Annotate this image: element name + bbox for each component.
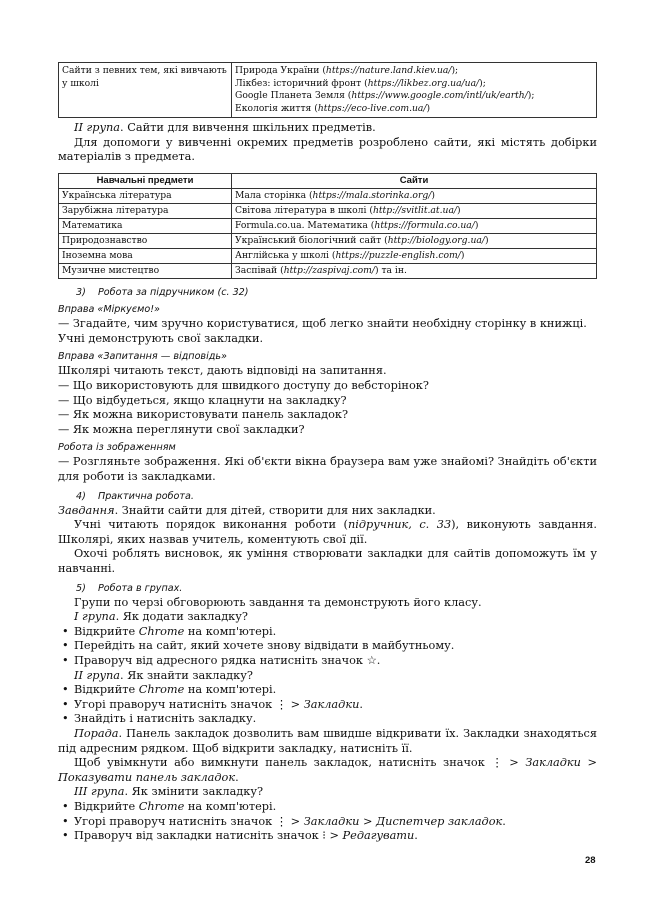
list-item: • Відкрийте Chrome на комп'ютері.: [58, 683, 597, 698]
table-row: [59, 219, 597, 234]
exercise-1-title: Вправа «Міркуємо!»: [58, 304, 160, 316]
list-item: • Відкрийте Chrome на комп'ютері.: [58, 625, 597, 640]
table-row: [59, 249, 597, 264]
list-item: • Праворуч від закладки натисніть значок ⁝ > Редагувати.: [58, 829, 597, 844]
exercise-3-title: Робота із зображенням: [58, 442, 176, 454]
site-cell: Мала сторінка (https://mala.storinka.org/): [232, 189, 597, 204]
exercise-1-line: Учні демонструють свої закладки.: [58, 331, 264, 345]
tip-paragraph: Порада. Панель закладок дозволить вам швидше відкривати їх. Закладки знаходяться під адресним рядком. Щоб відкрити закладку, натисніть її.: [58, 726, 597, 755]
section-4-task: Завдання. Знайти сайти для дітей, створити для них закладки.: [58, 503, 436, 517]
exercise-2-title: Вправа «Запитання — відповідь»: [58, 351, 227, 363]
site-link[interactable]: https://www.google.com/intl/uk/earth/: [351, 90, 528, 101]
table-header-row: [59, 173, 597, 189]
subject-cell: Українська література: [59, 189, 232, 204]
table-row: [59, 63, 597, 118]
group1-question: І група. Як додати закладку?: [74, 610, 248, 624]
table-row: [59, 264, 597, 279]
exercise-2-line: — Як можна переглянути свої закладки?: [58, 422, 305, 436]
site-link[interactable]: https://likbez.org.ua/ua/: [367, 77, 480, 89]
site-cell: Заспівай (http://zaspivaj.com/) та ін.: [232, 264, 597, 279]
subject-cell: Математика: [59, 219, 232, 234]
exercise-1-line: — Згадайте, чим зручно користуватися, щоб легко знайти необхідну сторінку в книжці.: [58, 317, 587, 331]
site-link[interactable]: https://puzzle-english.com/: [335, 250, 461, 262]
site-entry: Google Планета Земля (https://www.google.com/intl/uk/earth/);: [235, 90, 535, 101]
list-item: • Угорі праворуч натисніть значок ⋮ > Закладки > Диспетчер закладок.: [58, 815, 597, 830]
list-item: • Праворуч від адресного рядка натисніть значок ☆.: [58, 654, 597, 669]
exercise-2-line: — Що використовують для швидкого доступу до вебсторінок?: [58, 379, 429, 393]
section-4-conclusion: Охочі роблять висновок, як уміння створювати закладки для сайтів допоможуть їм у навчанні.: [58, 547, 597, 575]
group3-question: ІІІ група. Як змінити закладку?: [74, 785, 264, 799]
table-cell-topic: Сайти з певних тем, які вивчають у школі: [59, 63, 232, 118]
site-cell: Англійська у школі (https://puzzle-english.com/): [232, 249, 597, 264]
table-row: [59, 189, 597, 204]
table-row: [59, 204, 597, 219]
site-cell: Світова література в школі (http://svitlit.at.ua/): [232, 204, 597, 219]
subject-cell: Природознавство: [59, 234, 232, 249]
site-entry: Природа України (https://nature.land.kiev.ua/);: [235, 65, 459, 76]
page-content: [58, 62, 597, 844]
table-cell-sites: [232, 63, 597, 118]
section-4-heading: 4) Практична робота.: [76, 490, 194, 502]
subject-cell: Зарубіжна література: [59, 204, 232, 219]
page-number: 28: [585, 855, 596, 866]
tip-paragraph-2: Щоб увімкнути або вимкнути панель закладок, натисніть значок ⋮ > Закладки > Показувати панель закладок.: [58, 756, 598, 784]
subject-cell: Іноземна мова: [59, 249, 232, 264]
site-link[interactable]: http://svitlit.at.ua/: [372, 205, 458, 217]
site-cell: Український біологічний сайт (http://biology.org.ua/): [232, 234, 597, 249]
site-link[interactable]: http://biology.org.ua/: [387, 235, 485, 247]
site-link[interactable]: https://nature.land.kiev.ua/: [325, 65, 452, 76]
group2-paragraph: Для допомоги у вивченні окремих предметів розроблено сайти, які містять добірки матеріалів з предмета.: [58, 135, 597, 164]
group2-question: ІІ група. Як знайти закладку?: [74, 668, 253, 682]
section-3-heading: 3) Робота за підручником (с. 32): [76, 287, 249, 299]
site-link[interactable]: https://formula.co.ua/: [374, 220, 475, 232]
section-4-paragraph: Учні читають порядок виконання роботи (підручник, с. 33), виконують завдання. Школярі, яких назвав учитель, коментують свої дії.: [58, 518, 597, 546]
column-header-subjects: Навчальні предмети: [59, 173, 232, 189]
site-entry: Екологія життя (https://eco-live.com.ua/): [235, 102, 431, 114]
subject-cell: Музичне мистецтво: [59, 264, 232, 279]
exercise-3-text: — Розгляньте зображення. Які об'єкти вікна браузера вам уже знайомі? Знайдіть об'єкти для роботи із закладками.: [58, 455, 597, 484]
site-cell: Formula.co.ua. Математика (https://formula.co.ua/): [232, 219, 597, 234]
group2-heading: ІІ група. Сайти для вивчення шкільних предметів.: [74, 121, 376, 134]
site-link[interactable]: https://mala.storinka.org/: [312, 190, 432, 202]
section-5-intro: Групи по черзі обговорюють завдання та демонструють його класу.: [74, 595, 482, 609]
exercise-2-line: — Як можна використовувати панель закладок?: [58, 408, 349, 422]
list-item: • Знайдіть і натисніть закладку.: [58, 712, 597, 727]
section-5-heading: 5) Робота в групах.: [76, 582, 183, 594]
list-item: • Перейдіть на сайт, який хочете знову відвідати в майбутньому.: [58, 639, 597, 654]
exercise-2-line: — Що відбудеться, якщо клацнути на закладку?: [58, 393, 347, 407]
site-entry: Лікбез: історичний фронт (https://likbez.org.ua/ua/);: [235, 77, 486, 89]
column-header-sites: Сайти: [232, 173, 597, 189]
table-row: [59, 234, 597, 249]
list-item: • Угорі праворуч натисніть значок ⋮ > Закладки.: [58, 698, 597, 713]
site-link[interactable]: https://eco-live.com.ua/: [317, 102, 427, 114]
exercise-2-line: Школярі читають текст, дають відповіді на запитання.: [58, 364, 387, 378]
list-item: • Відкрийте Chrome на комп'ютері.: [58, 800, 597, 815]
subject-sites-table: [58, 173, 597, 280]
site-link[interactable]: http://zaspivaj.com/: [283, 265, 375, 277]
topic-sites-table: [58, 62, 597, 118]
